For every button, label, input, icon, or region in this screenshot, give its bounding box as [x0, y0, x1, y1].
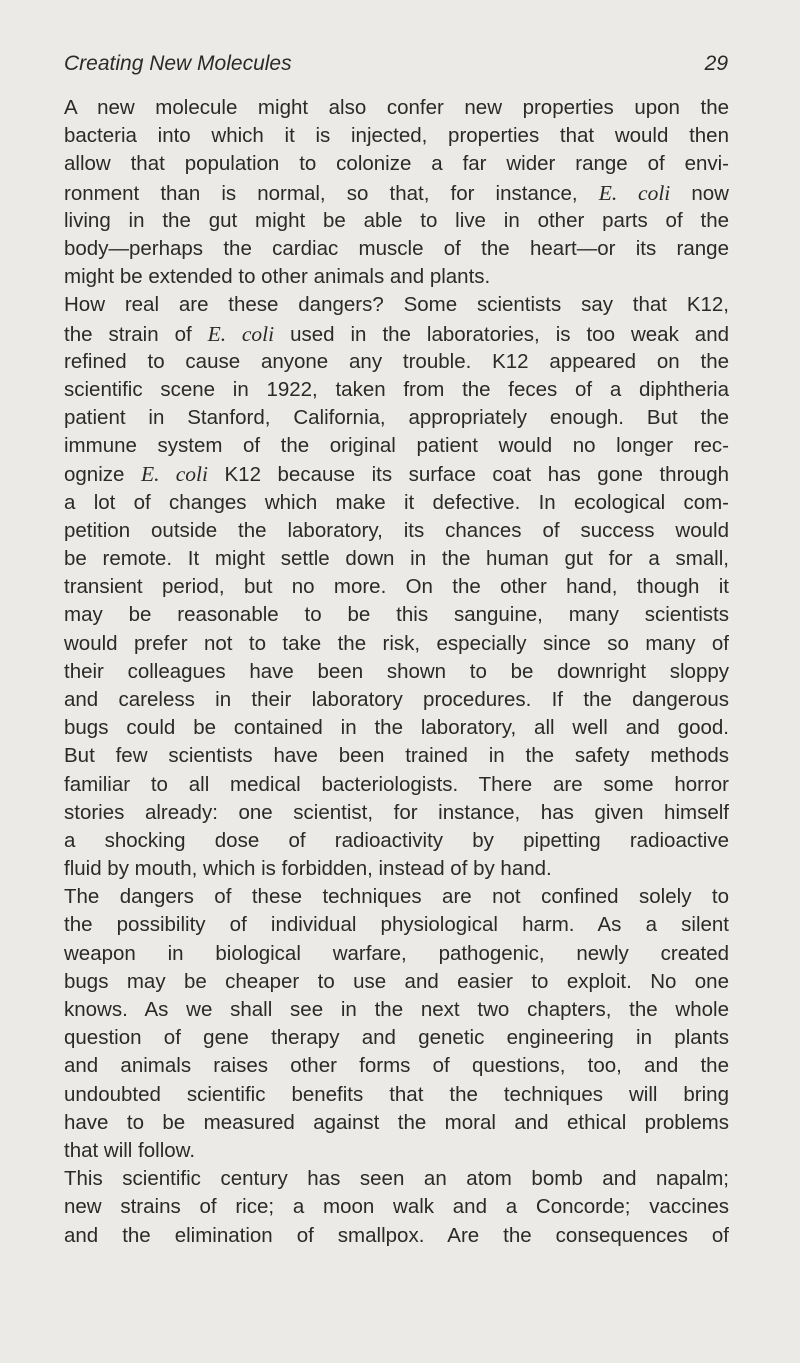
running-header — [64, 52, 728, 82]
text-line: may be reasonable to be this sanguine, many scientists — [64, 603, 729, 627]
text-line: The dangers of these techniques are not confined solely to — [64, 885, 729, 909]
text-line: and animals raises other forms of questions, too, and the — [64, 1054, 729, 1078]
text-line: refined to cause anyone any trouble. K12 appeared on the — [64, 349, 729, 373]
text-line: bugs could be contained in the laboratory, all well and good. — [64, 716, 729, 740]
text-line: This scientific century has seen an atom bomb and napalm; — [64, 1167, 729, 1191]
text-line: be remote. It might settle down in the human gut for a small, — [64, 547, 729, 570]
text-line: a shocking dose of radioactivity by pipetting radioactive — [64, 828, 729, 852]
text-line: have to be measured against the moral and ethical problems — [64, 1110, 729, 1134]
text-line: knows. As we shall see in the next two chapters, the whole — [64, 998, 729, 1021]
text-line: ognize E. coli K12 because its surface coat has gone through — [64, 462, 729, 487]
text-line: question of gene therapy and genetic engineering in plants — [64, 1026, 729, 1050]
text-line: How real are these dangers? Some scientists say that K12, — [64, 293, 729, 317]
italic-species-name: E. coli — [140, 462, 208, 487]
text-line: A new molecule might also confer new properties upon the — [64, 96, 729, 119]
page-number: 29 — [704, 52, 728, 75]
text-line: bacteria into which it is injected, properties that would then — [64, 124, 729, 148]
text-line: a lot of changes which make it defective. In ecological com- — [64, 490, 729, 514]
text-line: scientific scene in 1922, taken from the feces of a diphtheria — [64, 377, 729, 401]
text-line: But few scientists have been trained in the safety methods — [64, 744, 729, 768]
text-line: ronment than is normal, so that, for instance, E. coli now — [64, 180, 729, 205]
text-line: allow that population to colonize a far wider range of envi- — [64, 152, 729, 176]
text-line: that will follow. — [64, 1138, 196, 1162]
text-line: the strain of E. coli used in the laboratories, is too weak and — [64, 321, 730, 346]
body-text — [64, 94, 729, 1250]
text-line: immune system of the original patient would no longer rec- — [64, 434, 729, 458]
text-line: might be extended to other animals and plants. — [64, 265, 491, 289]
text-line: undoubted scientific benefits that the techniques will bring — [64, 1082, 729, 1106]
text-line: body—perhaps the cardiac muscle of the heart—or its range — [64, 236, 729, 260]
italic-species-name: E. coli — [598, 180, 671, 205]
text-line: and the elimination of smallpox. Are the consequences of — [64, 1223, 729, 1247]
text-line: living in the gut might be able to live in other parts of the — [64, 208, 729, 232]
text-line: weapon in biological warfare, pathogenic, newly created — [64, 941, 729, 965]
text-line: familiar to all medical bacteriologists. There are some horror — [64, 772, 729, 796]
text-line: would prefer not to take the risk, especially since so many of — [64, 631, 729, 655]
text-line: new strains of rice; a moon walk and a Concorde; vaccines — [64, 1195, 729, 1219]
text-line: their colleagues have been shown to be downright sloppy — [64, 659, 729, 683]
text-line: the possibility of individual physiological harm. As a silent — [64, 913, 729, 937]
italic-species-name: E. coli — [207, 321, 275, 346]
text-line: bugs may be cheaper to use and easier to exploit. No one — [64, 969, 729, 993]
text-line: transient period, but no more. On the other hand, though it — [64, 575, 729, 599]
text-line: patient in Stanford, California, appropriately enough. But the — [64, 406, 729, 430]
text-line: and careless in their laboratory procedures. If the dangerous — [64, 687, 729, 711]
text-line: petition outside the laboratory, its chances of success would — [64, 518, 729, 542]
text-line: fluid by mouth, which is forbidden, instead of by hand. — [64, 857, 552, 881]
running-title: Creating New Molecules — [64, 52, 292, 75]
text-line: stories already: one scientist, for instance, has given himself — [64, 800, 729, 824]
